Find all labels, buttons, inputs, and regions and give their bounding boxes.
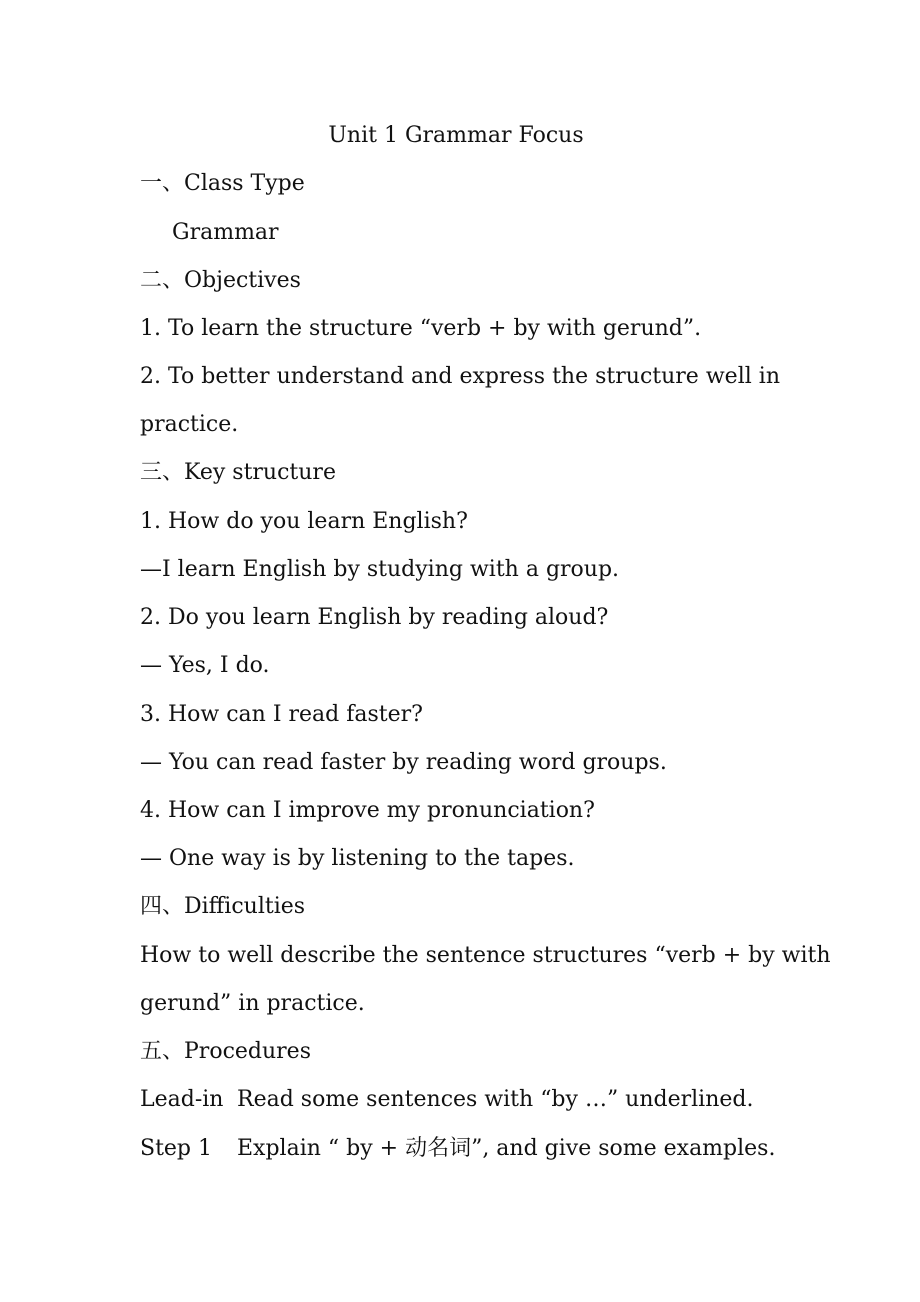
key-structure-answer-4: — One way is by listening to the tapes. bbox=[140, 846, 575, 871]
procedure-lead-in bbox=[140, 1085, 753, 1115]
section-heading-objectives: 二、Objectives bbox=[140, 268, 301, 293]
section-heading-procedures: 五、Procedures bbox=[140, 1039, 311, 1064]
key-structure-question-4: 4. How can I improve my pronunciation? bbox=[140, 798, 595, 823]
section-heading-class-type: 一、Class Type bbox=[140, 171, 305, 196]
procedure-step-1 bbox=[140, 1134, 775, 1164]
objective-item-2-line-2: practice. bbox=[140, 412, 239, 437]
procedure-lead-in-label: Lead-in bbox=[140, 1087, 224, 1112]
difficulties-line-2: gerund” in practice. bbox=[140, 991, 365, 1016]
key-structure-question-1: 1. How do you learn English? bbox=[140, 509, 468, 534]
key-structure-answer-1: —I learn English by studying with a group. bbox=[140, 557, 620, 582]
key-structure-question-3: 3. How can I read faster? bbox=[140, 702, 423, 727]
difficulties-line-1: How to well describe the sentence structures “verb + by with bbox=[140, 943, 831, 968]
class-type-value: Grammar bbox=[172, 220, 279, 245]
document-title: Unit 1 Grammar Focus bbox=[328, 123, 584, 148]
procedure-lead-in-text: Read some sentences with “by …” underlined. bbox=[237, 1087, 754, 1112]
key-structure-answer-3: — You can read faster by reading word groups. bbox=[140, 750, 667, 775]
objective-item-2-line-1: 2. To better understand and express the structure well in bbox=[140, 364, 780, 389]
procedure-step-1-label: Step 1 bbox=[140, 1136, 213, 1161]
section-heading-key-structure: 三、Key structure bbox=[140, 460, 336, 485]
procedure-step-1-text: Explain “ by + 动名词”, and give some examples. bbox=[237, 1136, 776, 1161]
key-structure-answer-2: — Yes, I do. bbox=[140, 653, 270, 678]
objective-item-1: 1. To learn the structure “verb + by with gerund”. bbox=[140, 316, 702, 341]
section-heading-difficulties: 四、Difficulties bbox=[140, 894, 306, 919]
key-structure-question-2: 2. Do you learn English by reading aloud? bbox=[140, 605, 609, 630]
